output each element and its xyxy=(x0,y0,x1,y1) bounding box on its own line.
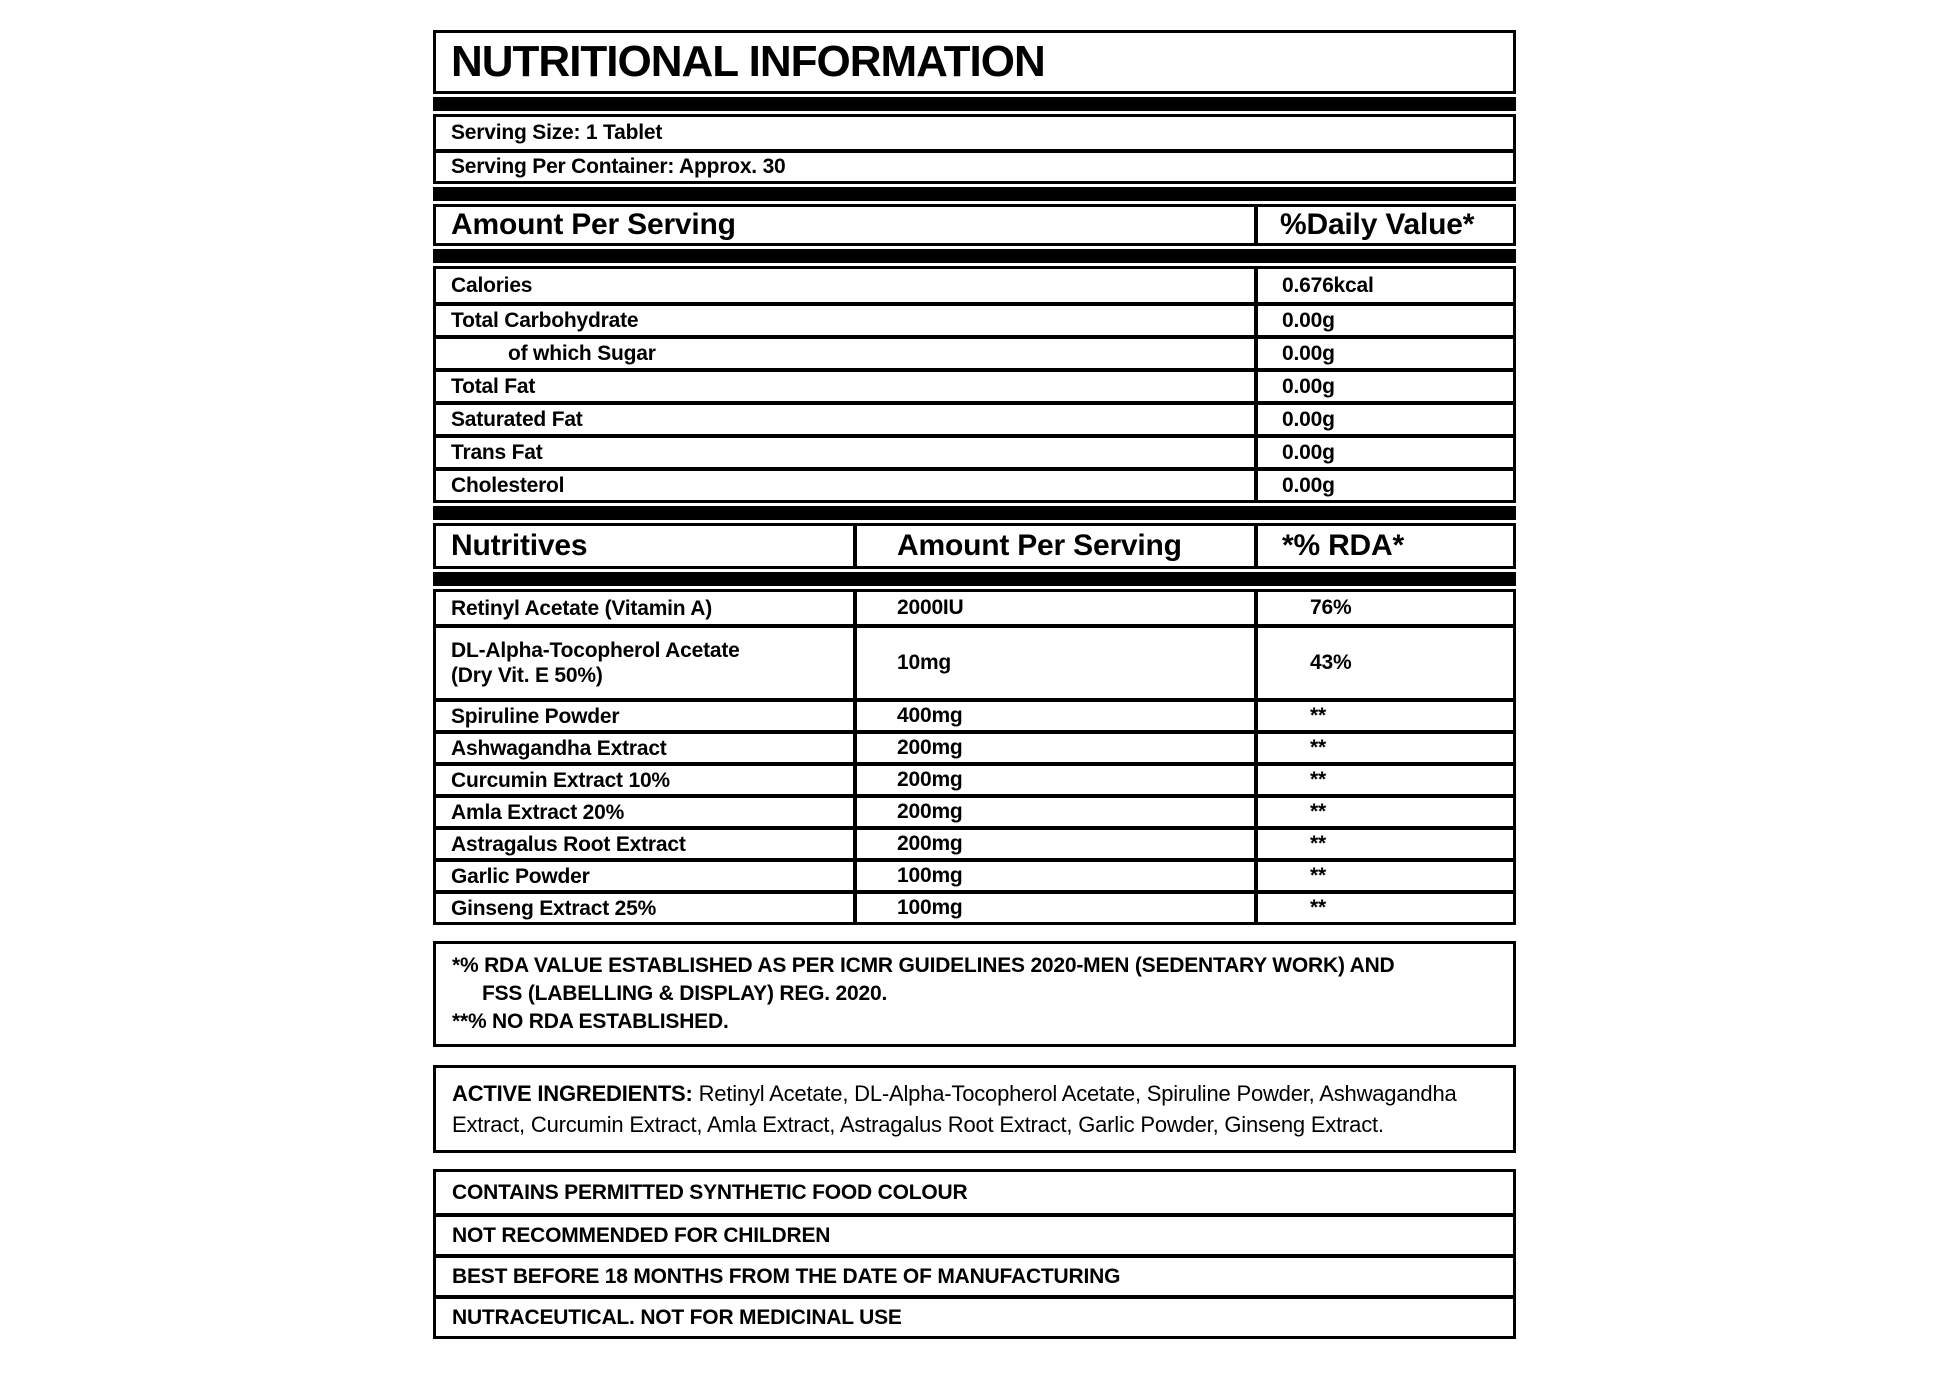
active-ingredients-heading: ACTIVE INGREDIENTS: xyxy=(452,1081,693,1106)
statement-row-not-for-children xyxy=(436,1213,1513,1254)
nutritive-row-ginseng-extract xyxy=(436,890,1513,922)
fact-value: 0.00g xyxy=(1282,440,1335,464)
fact-label: Cholesterol xyxy=(451,473,565,497)
fact-value: 0.00g xyxy=(1282,407,1335,431)
facts-header-row xyxy=(433,204,1516,246)
fact-value: 0.676kcal xyxy=(1282,273,1374,297)
nutritives-header-amount: Amount Per Serving xyxy=(897,529,1182,562)
section-divider-bar xyxy=(433,97,1516,111)
serving-size-row xyxy=(436,117,1513,149)
rda-note-line-2: FSS (LABELLING & DISPLAY) REG. 2020. xyxy=(482,982,888,1005)
statement-row-synthetic-colour xyxy=(436,1172,1513,1213)
facts-table xyxy=(433,266,1516,503)
nutritive-name: Garlic Powder xyxy=(451,864,590,888)
facts-header-daily-value-cell xyxy=(1254,207,1513,243)
serving-per-container-row xyxy=(436,149,1513,181)
active-ingredients-paragraph xyxy=(452,1078,1497,1140)
fact-label: of which Sugar xyxy=(508,341,656,365)
nutritive-row-garlic-powder xyxy=(436,858,1513,890)
nutritive-row-curcumin-extract xyxy=(436,762,1513,794)
nutritive-name-line2: (Dry Vit. E 50%) xyxy=(451,664,603,687)
title-box xyxy=(433,30,1516,94)
fact-label: Total Fat xyxy=(451,374,536,398)
nutritive-rda: ** xyxy=(1310,896,1326,919)
label-title: NUTRITIONAL INFORMATION xyxy=(451,37,1045,86)
nutritive-amount: 2000IU xyxy=(897,596,964,619)
active-ingredients-text: Retinyl Acetate, DL-Alpha-Tocopherol Acetate, Spiruline Powder, Ashwagandha Extract, Curcumin Extract, Amla Extract, Astragalus Root Extract, Garlic Powder, Ginseng Extract. xyxy=(452,1081,1457,1137)
facts-header-daily-value: %Daily Value* xyxy=(1280,208,1475,241)
nutritive-rda: ** xyxy=(1310,864,1326,887)
nutritives-header-name: Nutritives xyxy=(451,529,588,562)
nutritive-amount: 200mg xyxy=(897,832,963,855)
nutritive-name: Retinyl Acetate (Vitamin A) xyxy=(451,596,713,620)
nutritive-amount: 200mg xyxy=(897,800,963,823)
fact-value: 0.00g xyxy=(1282,473,1335,497)
nutritive-row-retinyl-acetate xyxy=(436,592,1513,624)
fact-label: Calories xyxy=(451,273,533,297)
fact-row-calories xyxy=(436,269,1513,302)
nutrition-label xyxy=(433,30,1516,1339)
nutritive-amount: 10mg xyxy=(897,651,952,674)
nutritive-rda: 76% xyxy=(1310,596,1352,619)
nutritive-name: Ginseng Extract 25% xyxy=(451,896,657,920)
fact-label: Trans Fat xyxy=(451,440,543,464)
nutritive-name: Curcumin Extract 10% xyxy=(451,768,670,792)
facts-header-amount: Amount Per Serving xyxy=(451,208,736,241)
nutritive-rda: 43% xyxy=(1310,651,1352,674)
nutritive-amount: 100mg xyxy=(897,896,963,919)
facts-header-amount-cell xyxy=(436,207,1254,243)
rda-note-box xyxy=(433,941,1516,1047)
fact-row-total-fat xyxy=(436,368,1513,401)
rda-note-line-3: **% NO RDA ESTABLISHED. xyxy=(452,1010,729,1033)
active-ingredients-box xyxy=(433,1065,1516,1153)
nutritive-rda: ** xyxy=(1310,832,1326,855)
nutritive-row-astragalus-root-extract xyxy=(436,826,1513,858)
serving-info-box xyxy=(433,114,1516,184)
fact-label: Saturated Fat xyxy=(451,407,583,431)
statement-text: CONTAINS PERMITTED SYNTHETIC FOOD COLOUR xyxy=(452,1180,968,1204)
nutritive-name: Astragalus Root Extract xyxy=(451,832,686,856)
fact-row-cholesterol xyxy=(436,467,1513,500)
fact-value: 0.00g xyxy=(1282,374,1335,398)
statement-row-best-before xyxy=(436,1254,1513,1295)
section-divider-bar xyxy=(433,506,1516,520)
section-divider-bar xyxy=(433,249,1516,263)
fact-label: Total Carbohydrate xyxy=(451,308,639,332)
nutritive-name: Spiruline Powder xyxy=(451,704,620,728)
statement-text: BEST BEFORE 18 MONTHS FROM THE DATE OF MANUFACTURING xyxy=(452,1264,1121,1288)
nutritive-amount: 400mg xyxy=(897,704,963,727)
nutritive-rda: ** xyxy=(1310,768,1326,791)
nutritive-rda: ** xyxy=(1310,736,1326,759)
statement-text: NUTRACEUTICAL. NOT FOR MEDICINAL USE xyxy=(452,1305,902,1329)
fact-value: 0.00g xyxy=(1282,341,1335,365)
nutritives-header-rda: *% RDA* xyxy=(1282,529,1404,562)
nutritive-name: Amla Extract 20% xyxy=(451,800,625,824)
nutritive-rda: ** xyxy=(1310,704,1326,727)
nutritives-header-row xyxy=(433,523,1516,569)
nutritive-amount: 200mg xyxy=(897,736,963,759)
fact-row-total-carbohydrate xyxy=(436,302,1513,335)
section-divider-bar xyxy=(433,187,1516,201)
statement-row-nutraceutical xyxy=(436,1295,1513,1336)
nutritive-row-spiruline-powder xyxy=(436,698,1513,730)
fact-row-saturated-fat xyxy=(436,401,1513,434)
nutritive-amount: 200mg xyxy=(897,768,963,791)
nutritive-row-dl-alpha-tocopherol xyxy=(436,624,1513,698)
nutritive-row-amla-extract xyxy=(436,794,1513,826)
fact-row-trans-fat xyxy=(436,434,1513,467)
serving-size-text: Serving Size: 1 Tablet xyxy=(451,121,663,144)
nutritive-rda: ** xyxy=(1310,800,1326,823)
nutritive-amount: 100mg xyxy=(897,864,963,887)
fact-row-of-which-sugar xyxy=(436,335,1513,368)
statement-text: NOT RECOMMENDED FOR CHILDREN xyxy=(452,1223,831,1247)
serving-per-container-text: Serving Per Container: Approx. 30 xyxy=(451,155,786,178)
nutritive-name: DL-Alpha-Tocopherol Acetate xyxy=(451,639,740,662)
fact-value: 0.00g xyxy=(1282,308,1335,332)
section-divider-bar xyxy=(433,572,1516,586)
nutritives-table xyxy=(433,589,1516,925)
statements-box xyxy=(433,1169,1516,1339)
nutritive-name: Ashwagandha Extract xyxy=(451,736,667,760)
nutritive-row-ashwagandha-extract xyxy=(436,730,1513,762)
rda-note-line-1: *% RDA VALUE ESTABLISHED AS PER ICMR GUIDELINES 2020-MEN (SEDENTARY WORK) AND xyxy=(452,954,1395,977)
